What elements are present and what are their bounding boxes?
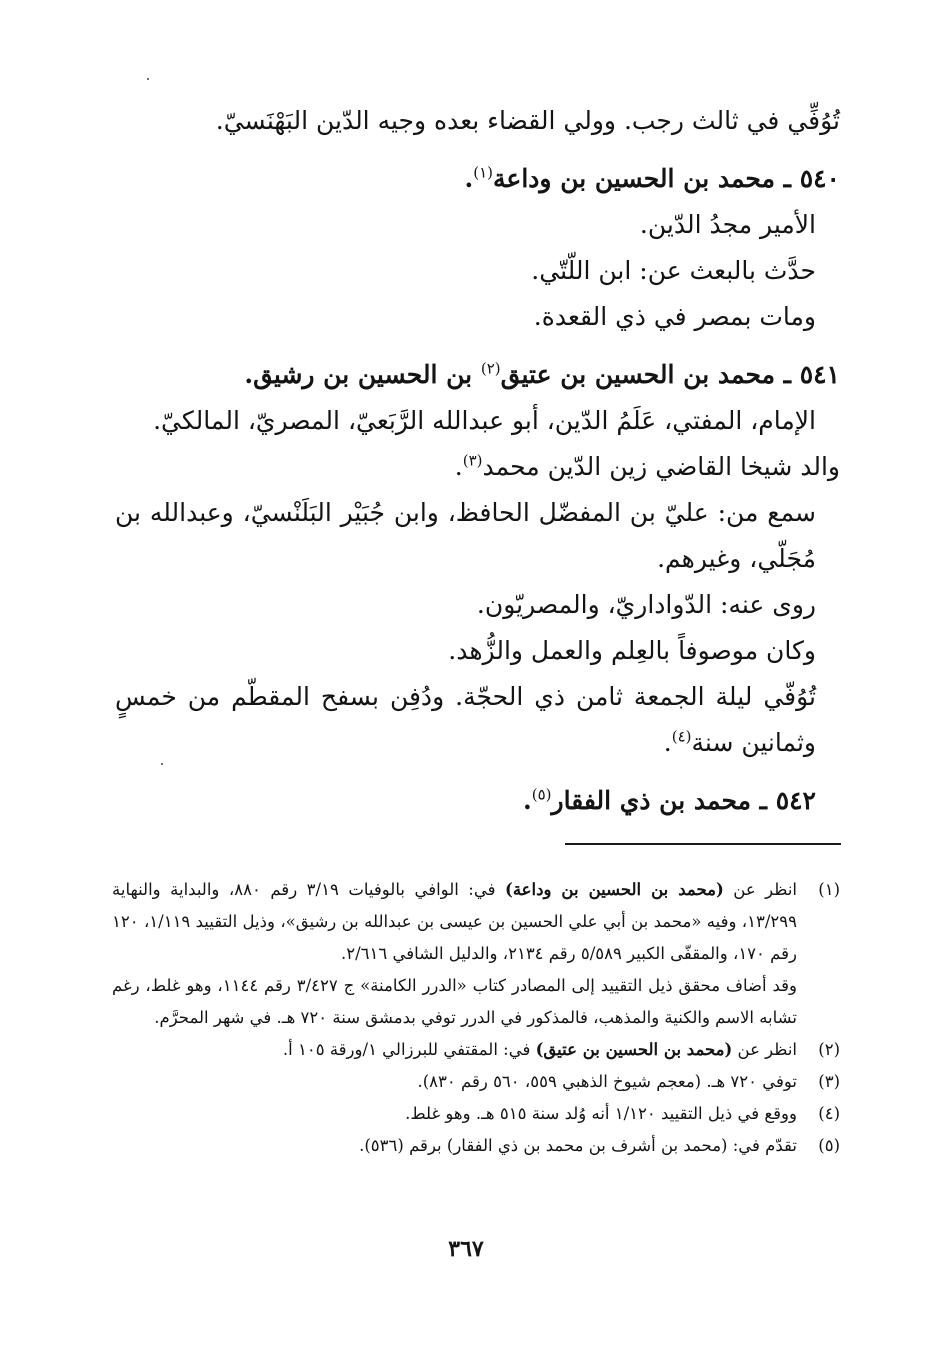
text-line: وكان موصوفاً بالعِلم والعمل والزُّهد.: [448, 636, 816, 665]
entry-541-title-rest: بن الحسين بن رشيق.: [244, 360, 481, 389]
footnote-text: توفي ٧٢٠ هـ. (معجم شيوخ الذهبي ٥٥٩، ٥٦٠ رقم ٨٣٠).: [417, 1072, 797, 1091]
footnote-text: تقدّم في: (محمد بن أشرف بن محمد بن ذي الفقار) برقم (٥٣٦).: [359, 1136, 797, 1155]
footnote-subject: (محمد بن الحسين بن عتيق): [535, 1040, 733, 1059]
footnote-number: (٥): [818, 1136, 840, 1155]
footnote-text-span: في: الوافي بالوفيات ٣/١٩ رقم ٨٨٠، والبداية والنهاية ١٣/٢٩٩، وفيه «محمد بن أبي علي الحسين بن عيسى بن عبدالله بن رشيق»، وذيل التقييد ١/١١٩، ١٢٠ رقم ١٧٠، والمقفّى الكبير ٥/٥٨٩ رقم ٢١٣٤، والدليل الشافي ٢/٦١٦.: [112, 880, 797, 963]
heading-punctuation: .: [523, 786, 532, 815]
entry-540-title: ٥٤٠ ـ محمد بن الحسين بن وداعة: [493, 164, 840, 193]
footnote-text: [112, 1034, 797, 1066]
entry-541-title: ٥٤١ ـ محمد بن الحسين بن عتيق: [500, 360, 840, 389]
scan-speck: [147, 78, 149, 80]
text-punctuation: .: [663, 728, 672, 757]
footnote-number: (١): [818, 880, 840, 899]
text-punctuation: .: [454, 452, 463, 481]
footnote-ref-4[interactable]: (٤): [671, 727, 692, 746]
page-number: ٣٦٧: [448, 1236, 484, 1262]
footnote-5: [112, 1130, 840, 1162]
footnote-text: وقد أضاف محقق ذيل التقييد إلى المصادر كتاب «الدرر الكامنة» ج ٣/٤٢٧ رقم ١١٤٤، وهو غلط، رغم تشابه الاسم والكنية والمذهب، فالمذكور في الدرر توفي بدمشق سنة ٧٢٠ هـ. في شهر المحرَّم.: [112, 976, 797, 1027]
footnote-ref-3[interactable]: (٣): [462, 451, 483, 470]
footnote-1: [112, 874, 840, 970]
text-line: حدَّث بالبعث عن: ابن اللّتّي.: [531, 256, 816, 285]
footnotes: [112, 874, 840, 1162]
footnote-2: [112, 1034, 840, 1066]
entry-540-heading: [115, 156, 840, 202]
footnote-text: ووقع في ذيل التقييد ١/١٢٠ أنه وُلد سنة ٥١٥ هـ. وهو غلط.: [405, 1104, 797, 1123]
scan-speck: [161, 763, 163, 765]
entry-542-title: ٥٤٢ ـ محمد بن ذي الفقار: [551, 786, 816, 815]
text-paragraph: سمع من: عليّ بن المفضّل الحافظ، وابن جُبَيْر البَلَنْسيّ، وعبدالله بن مُجَلّي، وغيرهم.: [115, 498, 816, 573]
footnote-ref-5[interactable]: (٥): [531, 785, 552, 804]
footnote-text: [112, 874, 797, 970]
footnote-ref-2[interactable]: (٢): [480, 359, 501, 378]
footnote-3: [112, 1066, 840, 1098]
entry-541-heading: [115, 352, 840, 398]
footnote-1-continuation: [112, 970, 840, 1034]
footnote-text-span: في: المقتفي للبرزالي ١/ورقة ١٠٥ أ.: [282, 1040, 536, 1059]
text-paragraph: [115, 674, 840, 766]
footnote-4: [112, 1098, 840, 1130]
main-text: [115, 98, 840, 824]
footnote-number: (٣): [818, 1072, 840, 1091]
footnote-text-span: انظر عن: [723, 880, 798, 899]
footnote-number: (٢): [818, 1040, 840, 1059]
text-line: [115, 444, 840, 490]
text-line: تُوُفِّي في ثالث رجب. وولي القضاء بعده وجيه الدّين البَهْنَسيّ.: [215, 106, 840, 135]
footnote-subject: (محمد بن الحسين بن وداعة): [505, 880, 724, 899]
text-line: الأمير مجدُ الدّين.: [639, 210, 816, 239]
text-line: روى عنه: الدّواداريّ، والمصريّون.: [476, 590, 816, 619]
text-span: والد شيخا القاضي زين الدّين محمد: [482, 452, 840, 481]
footnote-divider: [565, 843, 841, 845]
text-line: ومات بمصر في ذي القعدة.: [533, 302, 816, 331]
footnote-number: (٤): [818, 1104, 840, 1123]
text-span: تُوُفّي ليلة الجمعة ثامن ذي الحجّة. ودُفِن بسفح المقطّم من خمسٍ وثمانين سنة: [115, 682, 816, 757]
text-line: الإمام، المفتي، عَلَمُ الدّين، أبو عبدالله الرَّبَعيّ، المصريّ، المالكيّ.: [153, 406, 816, 435]
heading-punctuation: .: [464, 164, 474, 193]
footnote-ref-1[interactable]: (١): [473, 163, 494, 182]
entry-542-heading: [115, 778, 840, 824]
footnote-text-span: انظر عن: [732, 1040, 797, 1059]
